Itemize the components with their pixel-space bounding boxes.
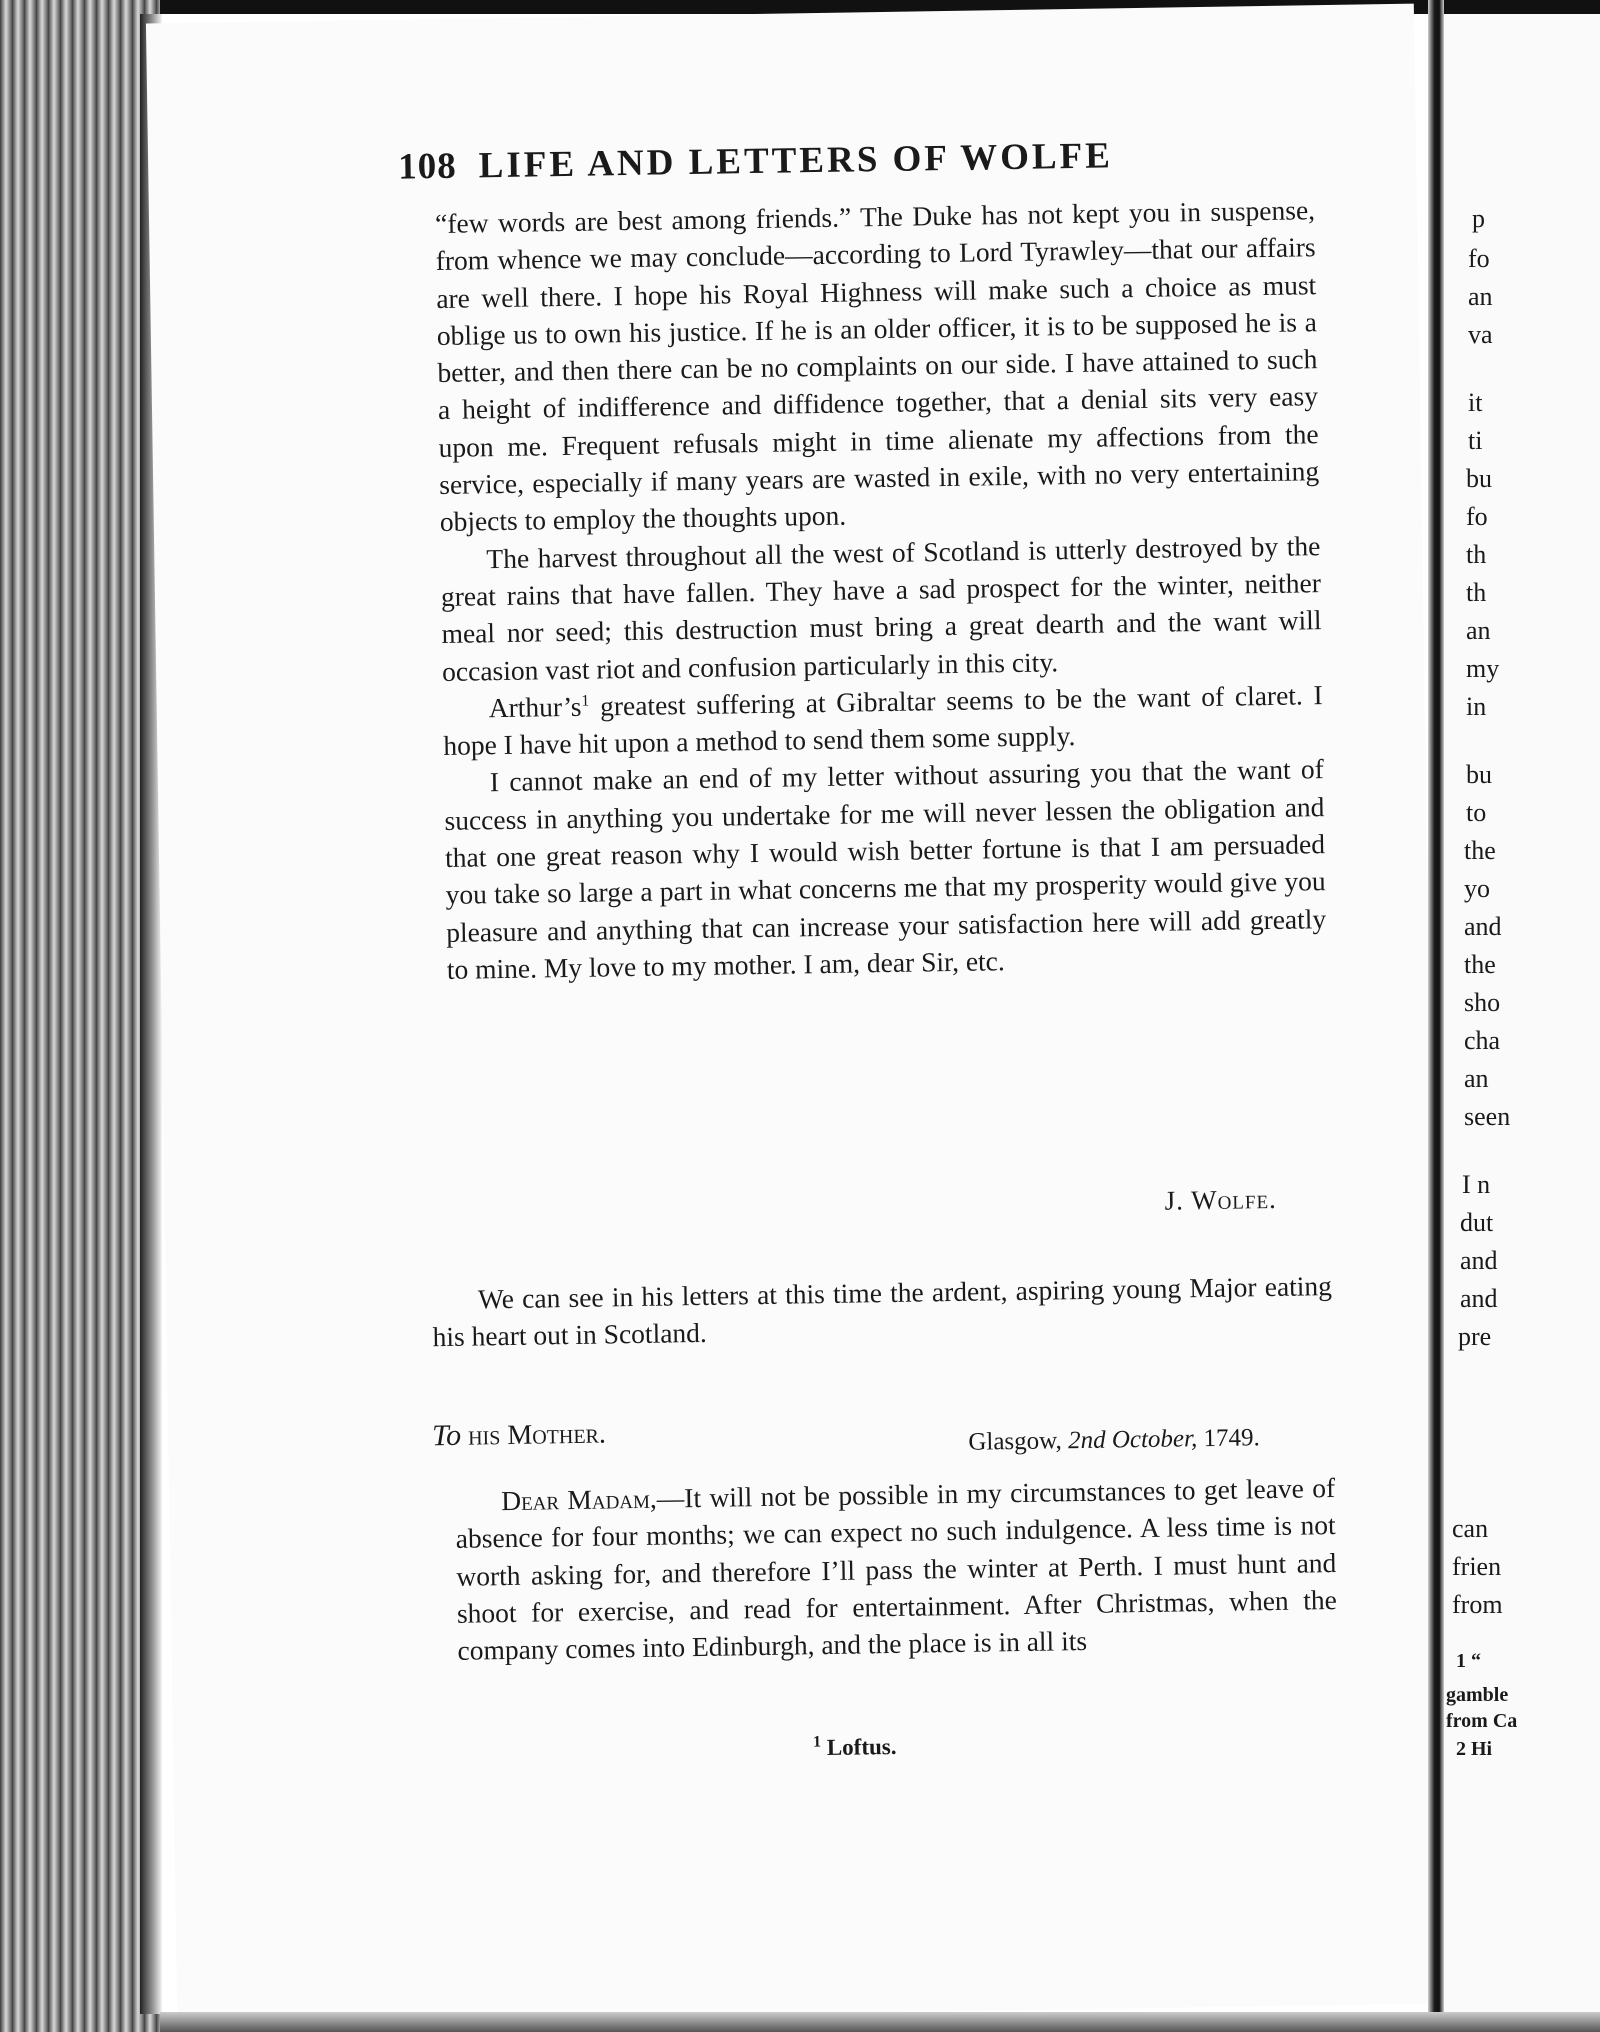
running-head [398,134,1113,188]
heading-to: To [431,1418,462,1453]
letter-heading [432,1416,606,1453]
facing-page-line: ti [1468,426,1483,455]
footnote-marker: 1 [581,692,590,710]
facing-page-line: th [1466,578,1487,607]
facing-page-line: seen [1464,1102,1511,1131]
letter-dateline [968,1424,1260,1457]
facing-page-line: fo [1468,244,1490,273]
facing-page-line: sho [1464,988,1501,1017]
footnote [813,1734,897,1761]
facing-page-line: and [1460,1284,1498,1313]
footnote-text: Loftus. [820,1733,897,1761]
date-place: Glasgow, [968,1427,1069,1456]
salutation: Dear Madam, [500,1482,658,1517]
facing-page-line: p [1472,204,1485,233]
book-page [146,4,1445,2024]
date-year: 1749. [1197,1424,1260,1453]
letter-paragraph: “few words are best among friends.” The Duke has not kept you in suspense, from whence we may conclude—according to Lord Tyrawley—that our affairs are well there. I hope his Royal Highness will make such a choice as must oblige us to own his justice. If he is an older officer, it is to be supposed he is a better, and then there can be no complaints on our side. I have attained to such a height of indifference and diffidence together, that a denial sits very easy upon me. Frequent refusals might in time alienate my affections from the service, especially if many years are wasted in exile, with no very entertaining objects to employ the thoughts upon. [434,194,1320,538]
facing-page-line: I n [1462,1170,1491,1199]
letter-body [455,1469,1338,1669]
footnote-marker: 1 [812,1733,822,1751]
page-number: 108 [397,145,458,188]
facing-page-line: 2 Hi [1456,1738,1493,1760]
letter-body [435,191,1327,988]
heading-recipient: his Mother. [467,1418,607,1452]
date-day: 2nd October, [1067,1425,1198,1455]
facing-page-line: in [1466,692,1487,721]
paragraph-text: —It will not be possible in my circumstances to get leave of absence for four months; we can expect no such indulgence. A less time is not worth asking for, and therefore I’ll pass the winter at Perth. I must hunt and shoot for exercise, and read for entertainment. After Christmas, when the company comes into Edinburgh, and the place is in all its [455,1472,1338,1667]
narrative-paragraph [432,1267,1333,1356]
narrative-text: We can see in his letters at this time the ardent, aspiring young Major eating his heart out in Scotland. [432,1270,1333,1353]
facing-page-line: yo [1464,874,1490,903]
facing-page-line: bu [1466,464,1492,493]
facing-page-line: dut [1460,1208,1494,1237]
book-gutter [1428,0,1444,2032]
facing-page-line: 1 “ [1456,1650,1481,1672]
facing-page-line: the [1464,950,1496,979]
paragraph-text: greatest suffering at Gibraltar seems to be the want of claret. I hope I have hit upon a method to send them some supply. [443,678,1323,762]
facing-page-line: the [1464,836,1496,865]
facing-page-line: frien [1452,1552,1502,1581]
facing-page-line: an [1468,282,1493,311]
facing-page-line: from Ca [1446,1710,1518,1732]
facing-page [1444,14,1600,2032]
letter-paragraph [442,676,1323,764]
facing-page-line: gamble [1446,1684,1509,1706]
facing-page-line: to [1466,798,1487,827]
facing-page-line: pre [1458,1322,1492,1351]
signature: J. Wolfe. [1164,1183,1278,1216]
facing-page-line: can [1452,1514,1489,1543]
facing-page-line: va [1468,320,1493,349]
facing-page-line: th [1466,540,1487,569]
letter-paragraph [455,1469,1338,1669]
page-bottom-edge [160,2012,1600,2032]
facing-page-line: it [1468,388,1483,417]
letter-paragraph: I cannot make an end of my letter without assuring you that the want of success in anything you undertake for me will never lessen the obligation and that one great reason why I would wish better fortune is that I am persuaded you take so large a part in what concerns me that my prosperity would give you pleasure and anything that can increase your satisfaction here will add greatly to mine. My love to my mother. I am, dear Sir, etc. [444,753,1327,985]
facing-page-line: an [1464,1064,1489,1093]
facing-page-line: and [1464,912,1502,941]
facing-page-line: from [1452,1590,1503,1619]
facing-page-line: bu [1466,760,1492,789]
facing-page-line: and [1460,1246,1498,1275]
facing-page-line: my [1466,654,1500,683]
letter-paragraph: The harvest throughout all the west of Scotland is utterly destroyed by the great rains that have fallen. They have a sad prospect for the winter, neither meal nor seed; this destruction must bring a great dearth and the want will occasion vast riot and confusion particularly in this city. [440,529,1322,687]
book-page-edges [0,0,160,2032]
paragraph-text: Arthur’s [488,690,582,724]
facing-page-line: an [1466,616,1491,645]
facing-page-line: cha [1464,1026,1501,1055]
facing-page-line: fo [1466,502,1488,531]
running-title: LIFE AND LETTERS OF WOLFE [478,135,1114,187]
